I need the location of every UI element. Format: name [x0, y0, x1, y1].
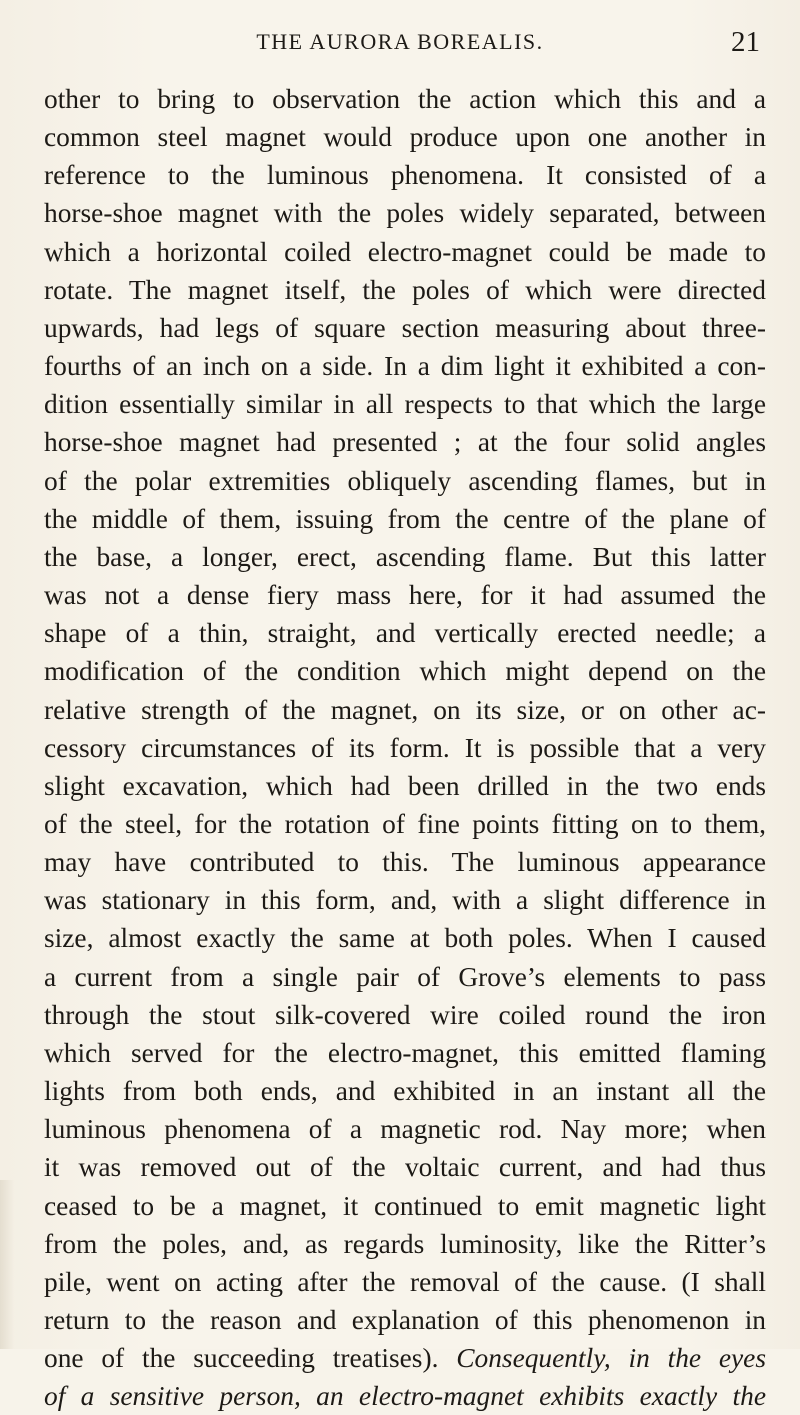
text-line: was stationary in this form, and, with a slight difference in [44, 885, 766, 916]
text-line: slight excavation, which had been drilled in the two ends [44, 770, 766, 801]
page-number: 21 [731, 26, 760, 58]
text-line: fourths of an inch on a side. In a dim light it exhibited a con- [44, 351, 766, 382]
text-line: through the stout silk-covered wire coiled round the iron [44, 999, 766, 1030]
text-line: rotate. The magnet itself, the poles of which were directed [44, 274, 766, 305]
text-line: upwards, had legs of square section measuring about three- [44, 312, 766, 343]
text-line: it was removed out of the voltaic current, and had thus [44, 1152, 766, 1183]
text-line: other to bring to observation the action which this and a [44, 84, 766, 114]
text-line: may have contributed to this. The luminous appearance [44, 847, 766, 878]
page-gutter-shadow [0, 1180, 14, 1349]
text-line: pile, went on acting after the removal of the cause. (I shall [44, 1266, 766, 1297]
text-line: modification of the condition which might depend on the [44, 656, 766, 687]
text-line: which served for the electro-magnet, this emitted flaming [44, 1037, 766, 1068]
text-line: horse-shoe magnet had presented ; at the four solid angles [44, 427, 766, 458]
text-line: common steel magnet would produce upon one another in [44, 122, 766, 153]
text-line: from the poles, and, as regards luminosity, like the Ritter’s [44, 1228, 766, 1259]
text-line: dition essentially similar in all respects to that which the large [44, 389, 766, 420]
text-line: the middle of them, issuing from the centre of the plane of [44, 503, 766, 534]
text-line: size, almost exactly the same at both poles. When I caused [44, 923, 766, 954]
text-line: shape of a thin, straight, and vertically erected needle; a [44, 618, 766, 649]
text-line: lights from both ends, and exhibited in an instant all the [44, 1076, 766, 1107]
text-line: horse-shoe magnet with the poles widely separated, between [44, 198, 766, 229]
text-line-mixed [44, 1339, 766, 1377]
text-roman-segment: one of the succeeding treatises). [44, 1343, 439, 1374]
text-line: of the steel, for the rotation of fine points fitting on to them, [44, 808, 766, 839]
text-line: return to the reason and explanation of this phenomenon in [44, 1305, 766, 1335]
text-line: which a horizontal coiled electro-magnet could be made to [44, 236, 766, 267]
text-line-italic: of a sensitive person, an electro-magnet exhibits exactly the [44, 1381, 766, 1412]
text-line: reference to the luminous phenomena. It consisted of a [44, 160, 766, 191]
text-line: ceased to be a magnet, it continued to emit magnetic light [44, 1190, 766, 1221]
text-italic-segment: Consequently, in the eyes [456, 1343, 766, 1374]
running-head [0, 22, 800, 62]
text-line: a current from a single pair of Grove’s elements to pass [44, 961, 766, 992]
text-line: the base, a longer, erect, ascending flame. But this latter [44, 541, 766, 572]
text-line: luminous phenomena of a magnetic rod. Nay more; when [44, 1114, 766, 1145]
text-line: of the polar extremities obliquely ascending flames, but in [44, 465, 766, 496]
body-text [44, 80, 766, 1415]
text-line: was not a dense fiery mass here, for it had assumed the [44, 580, 766, 611]
text-line: relative strength of the magnet, on its size, or on other ac- [44, 694, 766, 725]
running-title: THE AURORA BOREALIS. [256, 29, 544, 54]
text-line: cessory circumstances of its form. It is possible that a very [44, 732, 766, 763]
